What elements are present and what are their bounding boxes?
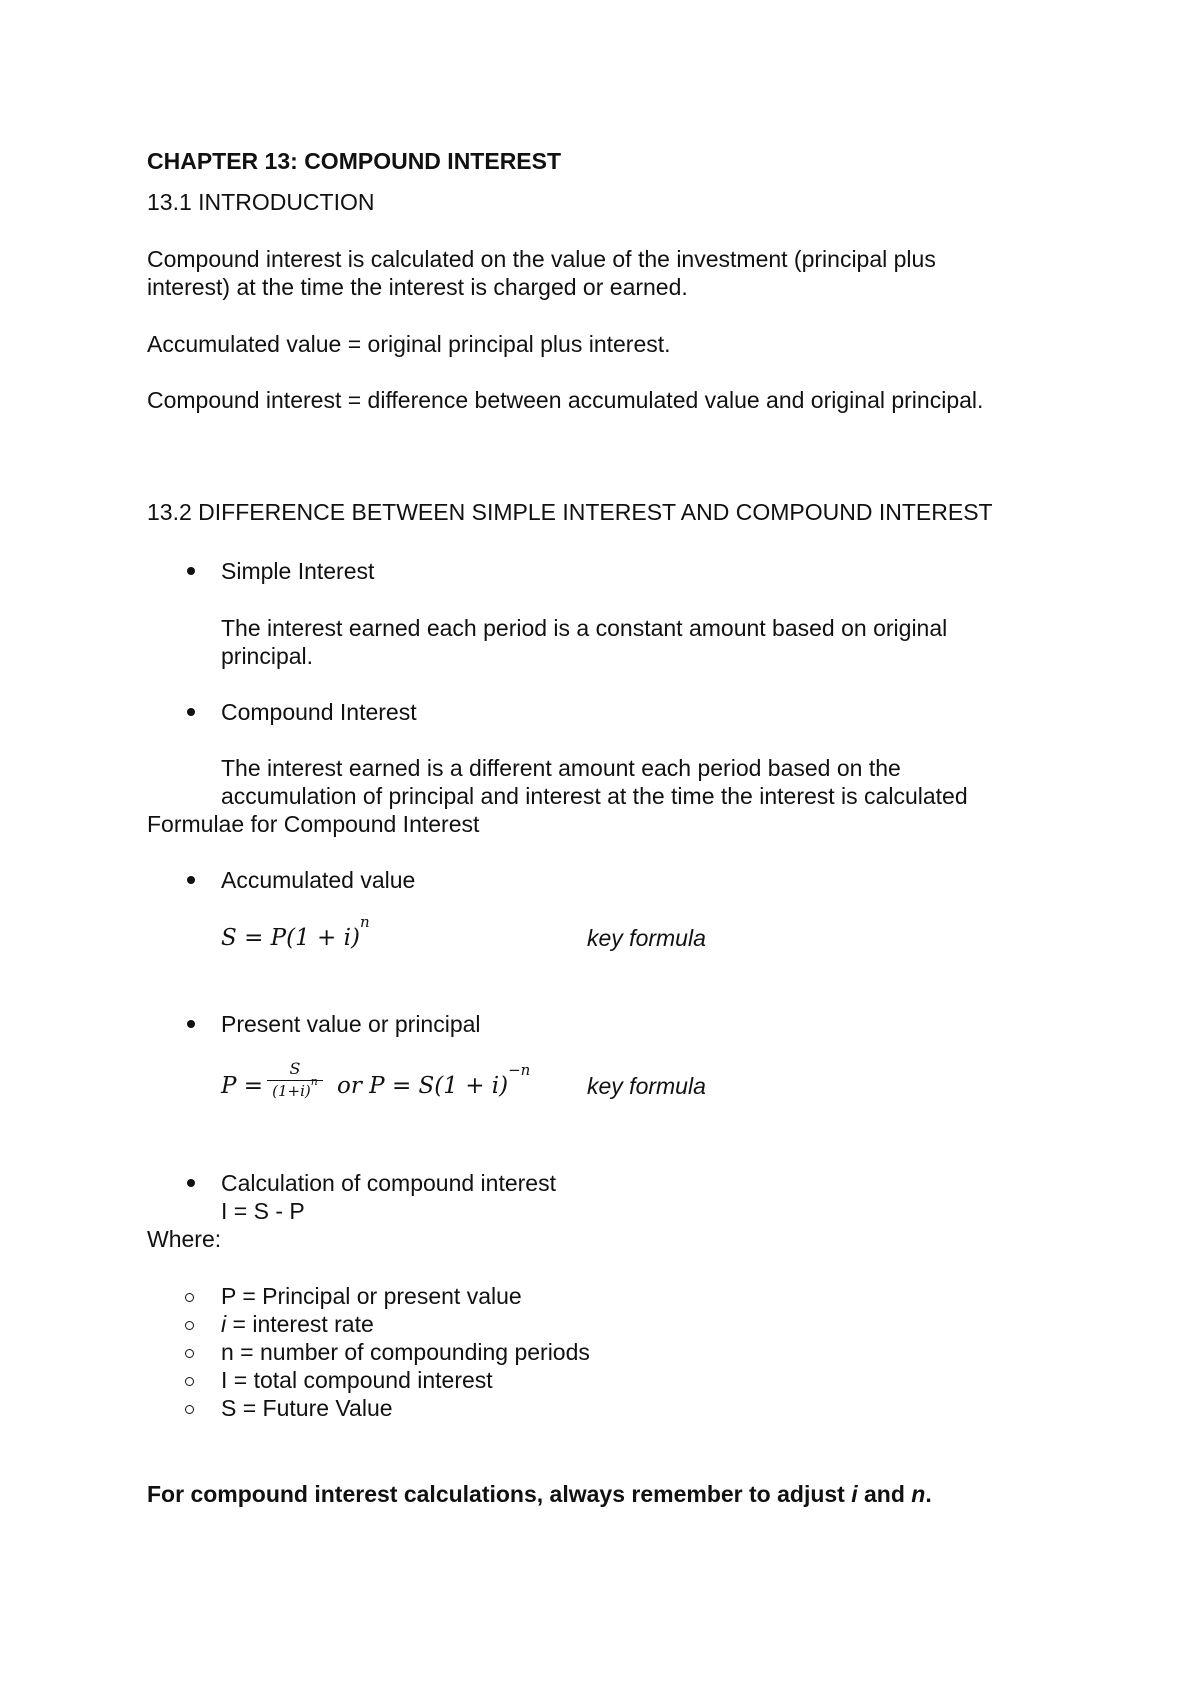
key-formula-note: key formula	[587, 925, 706, 951]
bullet-icon	[187, 876, 195, 884]
circle-bullet-icon	[185, 1293, 194, 1302]
section-heading-intro: 13.1 INTRODUCTION	[147, 189, 375, 215]
definition-item: S = Future Value	[221, 1395, 393, 1421]
definition-item: P = Principal or present value	[221, 1283, 522, 1309]
key-formula-note: key formula	[587, 1073, 706, 1099]
simple-interest-label: Simple Interest	[221, 558, 375, 584]
fraction-denominator: $(1+i)^n$	[272, 1075, 318, 1100]
present-value-lhs: P =	[221, 1073, 264, 1099]
alt-formula-exponent: −n	[508, 1061, 531, 1080]
simple-interest-desc-line2: principal.	[221, 643, 314, 669]
compound-interest-definition: Compound interest = difference between accumulated value and original principal.	[147, 387, 984, 413]
circle-bullet-icon	[185, 1349, 194, 1358]
definition-item: i = interest rate	[221, 1311, 374, 1337]
intro-paragraph-line1: Compound interest is calculated on the value of the investment (principal plus	[147, 246, 936, 272]
fraction-numerator: S	[289, 1059, 301, 1078]
formula-exponent: n	[359, 913, 370, 932]
reminder-note: For compound interest calculations, always remember to adjust i and n.	[147, 1481, 932, 1507]
alt-formula-base: or P = S(1 + i)	[337, 1073, 509, 1099]
bullet-icon	[187, 708, 195, 716]
compound-interest-desc-line1: The interest earned is a different amount each period based on the	[221, 755, 901, 781]
circle-bullet-icon	[185, 1377, 194, 1386]
formula-base: S = P(1 + i)	[221, 925, 360, 951]
where-label: Where:	[147, 1226, 222, 1252]
intro-paragraph-line2: interest) at the time the interest is charged or earned.	[147, 274, 688, 300]
definition-item: n = number of compounding periods	[221, 1339, 590, 1365]
bullet-icon	[187, 1179, 195, 1187]
bullet-icon	[187, 1020, 195, 1028]
accumulated-value-formula	[221, 913, 370, 952]
accumulated-value-label: Accumulated value	[221, 867, 416, 893]
compound-interest-calc-label: Calculation of compound interest	[221, 1170, 556, 1196]
compound-interest-formula: I = S - P	[221, 1198, 305, 1224]
simple-interest-desc-line1: The interest earned each period is a constant amount based on original	[221, 615, 948, 641]
section-heading-difference: 13.2 DIFFERENCE BETWEEN SIMPLE INTEREST AND COMPOUND INTEREST	[147, 499, 993, 525]
definition-item: I = total compound interest	[221, 1367, 493, 1393]
present-value-alt-formula	[337, 1061, 531, 1100]
circle-bullet-icon	[185, 1321, 194, 1330]
bullet-icon	[187, 567, 195, 575]
compound-interest-desc-line2: accumulation of principal and interest at the time the interest is calculated	[221, 783, 968, 809]
present-value-label: Present value or principal	[221, 1011, 481, 1037]
accumulated-value-definition: Accumulated value = original principal plus interest.	[147, 331, 671, 357]
chapter-title: CHAPTER 13: COMPOUND INTEREST	[147, 148, 562, 174]
compound-interest-label: Compound Interest	[221, 699, 417, 725]
circle-bullet-icon	[185, 1405, 194, 1414]
formulae-heading: Formulae for Compound Interest	[147, 811, 480, 837]
present-value-fraction	[267, 1060, 323, 1100]
